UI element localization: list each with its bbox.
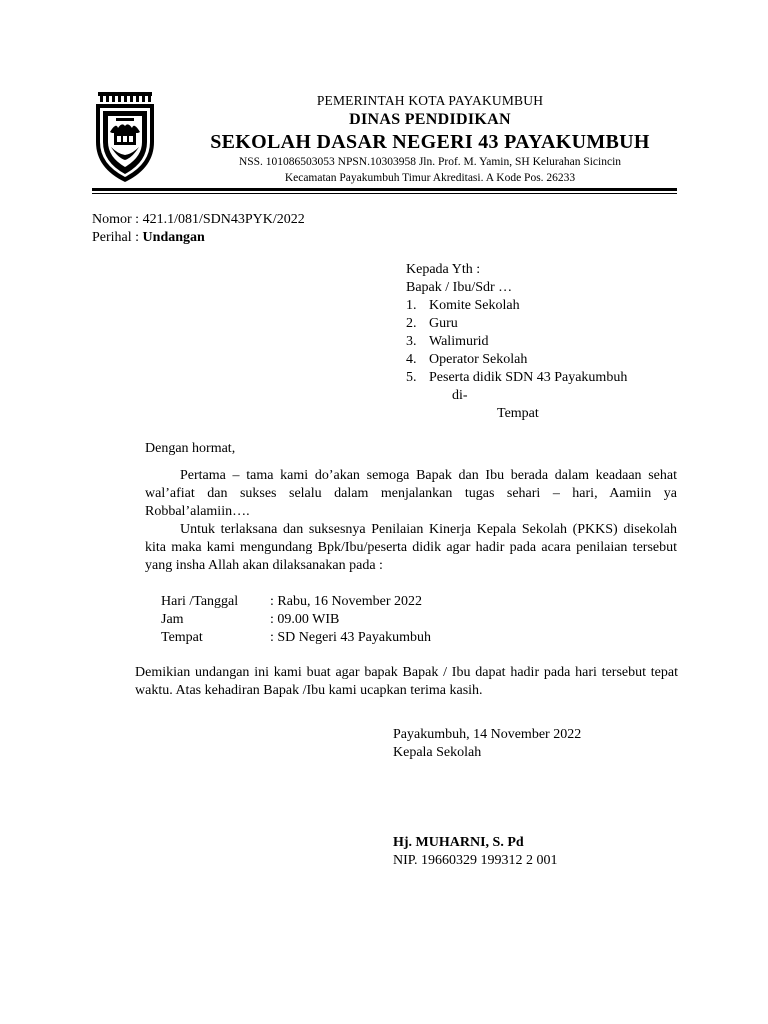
event-row-value: : SD Negeri 43 Payakumbuh — [270, 630, 431, 645]
letterhead-address-line-1: NSS. 101086503053 NPSN.10303958 Jln. Prof. M. Yamin, SH Kelurahan Sicincin — [238, 156, 622, 168]
recipient-list-text: Operator Sekolah — [429, 352, 528, 367]
recipient-list-item — [406, 369, 627, 387]
city-emblem-logo — [94, 92, 156, 184]
recipient-list-item — [406, 297, 520, 315]
event-row-label: Tempat — [161, 630, 203, 645]
signature-nip: NIP. 19660329 199312 2 001 — [393, 853, 558, 868]
recipient-greeting: Kepada Yth : — [406, 262, 481, 277]
letterhead-government: PEMERINTAH KOTA PAYAKUMBUH — [316, 93, 544, 108]
letter-number — [92, 211, 305, 229]
recipient-list-item — [406, 333, 489, 351]
signature-position: Kepala Sekolah — [393, 745, 482, 760]
letterhead-department: DINAS PENDIDIKAN — [349, 111, 511, 128]
salutation: Dengan hormat, — [145, 441, 236, 456]
recipient-list-text: Guru — [429, 316, 458, 331]
recipient-di: di- — [452, 388, 468, 403]
recipient-list-text: Peserta didik SDN 43 Payakumbuh — [429, 370, 628, 385]
recipient-list-number: 5. — [406, 370, 417, 385]
letterhead-address-line-2: Kecamatan Payakumbuh Timur Akreditasi. A Kode Pos. 26233 — [284, 172, 576, 184]
event-row-value: : 09.00 WIB — [270, 612, 340, 627]
letter-subject-label: Perihal : — [92, 230, 143, 245]
event-row-value: : Rabu, 16 November 2022 — [270, 594, 423, 609]
recipient-list-number: 3. — [406, 334, 417, 349]
event-row-label: Hari /Tanggal — [161, 594, 239, 609]
signature-name: Hj. MUHARNI, S. Pd — [393, 835, 524, 850]
letter-subject-value: Undangan — [142, 230, 205, 245]
recipient-list-text: Komite Sekolah — [429, 298, 520, 313]
letterhead — [150, 92, 710, 186]
letterhead-divider-thin — [92, 193, 677, 194]
closing-paragraph: Demikian undangan ini kami buat agar bapak Bapak / Ibu dapat hadir pada hari tersebut tepat waktu. Atas kehadiran Bapak /Ibu kami ucapkan terima kasih. — [135, 665, 678, 698]
body-paragraph-2: Untuk terlaksana dan suksesnya Penilaian Kinerja Kepala Sekolah (PKKS) disekolah kita maka kami mengundang Bpk/Ibu/peserta didik agar hadir pada acara penilaian tersebut yang insha Allah akan dilaksanakan pada : — [145, 522, 677, 573]
recipient-list-item — [406, 315, 458, 333]
recipient-list-number: 4. — [406, 352, 417, 367]
recipient-tempat: Tempat — [497, 406, 539, 421]
recipient-general: Bapak / Ibu/Sdr … — [406, 280, 513, 295]
event-row-label: Jam — [161, 612, 184, 627]
recipient-list-text: Walimurid — [429, 334, 489, 349]
letterhead-school-name: SEKOLAH DASAR NEGERI 43 PAYAKUMBUH — [210, 131, 650, 153]
letter-number-label: Nomor : — [92, 212, 143, 227]
recipient-list-number: 1. — [406, 298, 417, 313]
letter-number-value: 421.1/081/SDN43PYK/2022 — [142, 212, 305, 227]
body-paragraph-1: Pertama – tama kami do’akan semoga Bapak dan Ibu berada dalam keadaan sehat wal’afiat dan sukses selalu dalam menjalankan tugas sehari – hari, Aamiin ya Robbal’alamiin…. — [145, 468, 677, 519]
letter-subject — [92, 229, 205, 247]
letterhead-divider-thick — [92, 188, 677, 191]
recipient-list-item — [406, 351, 527, 369]
recipient-list-number: 2. — [406, 316, 417, 331]
signature-place-date: Payakumbuh, 14 November 2022 — [393, 727, 582, 742]
